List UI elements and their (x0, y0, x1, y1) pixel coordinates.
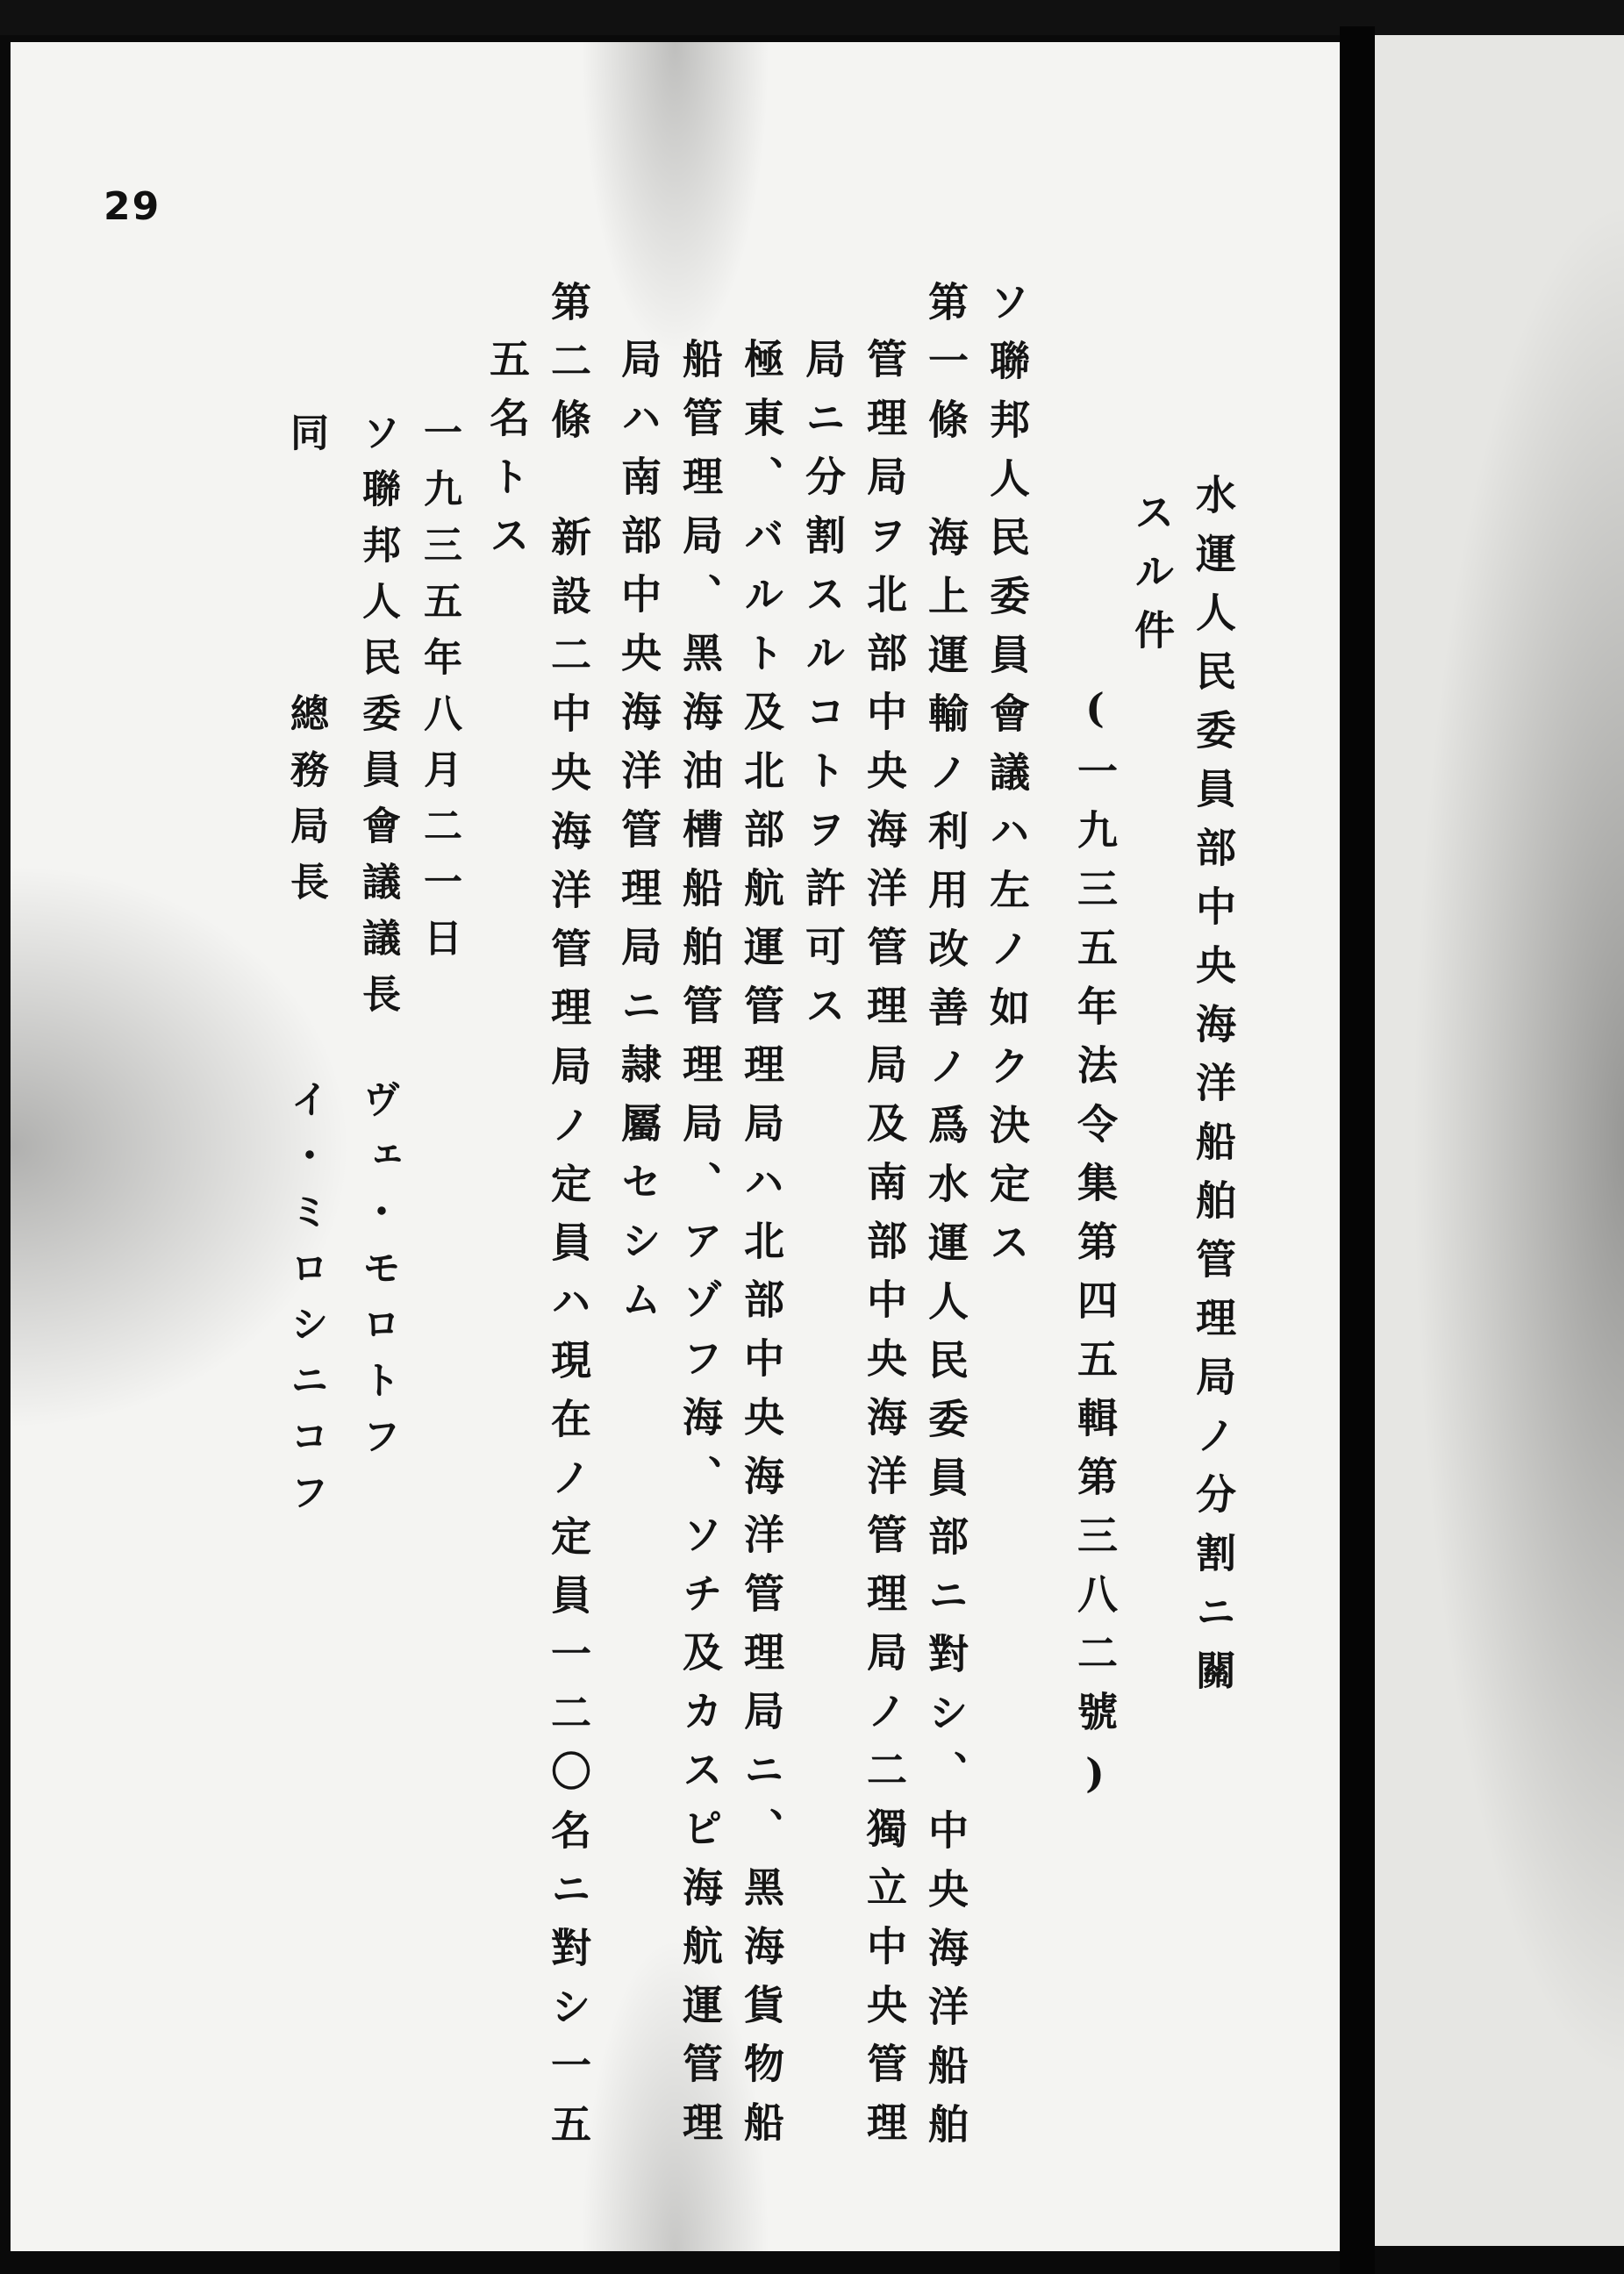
signature-secretary-name: イ・ミロシニコフ (283, 1079, 328, 1528)
body-column-7: 局ハ南部中央海洋管理局ニ隷屬セシム (615, 338, 662, 1337)
body-column-1: ソ聯邦人民委員會議ハ左ノ如ク決定ス (984, 281, 1031, 1280)
signature-chair-title: ソ聯邦人民委員會議議長 (355, 412, 400, 1030)
body-column-3: 管理局ヲ北部中央海洋管理局及南部中央海洋管理局ノ二獨立中央管理 (861, 338, 908, 2160)
body-column-4: 局ニ分割スルコトヲ許可ス (799, 338, 847, 1043)
signature-secretary-title: 同 總務局長 (283, 412, 328, 918)
body-column-2: 第一條 海上運輸ノ利用改善ノ爲水運人民委員部ニ對シ、中央海洋船舶 (922, 281, 969, 2162)
signature-date: 一九三五年八月二一日 (417, 412, 461, 974)
title-line-2: スル件 (1128, 491, 1176, 668)
scan-top-edge (0, 0, 1624, 35)
citation: (一九三五年法令集第四五輯第三八二號) (1071, 684, 1119, 1815)
signature-chair-name: ヴェ・モロトフ (355, 1079, 400, 1472)
body-column-8: 第二條 新設二中央海洋管理局ノ定員ハ現在ノ定員一二〇名ニ對シ一五 (545, 281, 592, 2162)
book-gutter (1340, 26, 1375, 2274)
facing-page (1375, 35, 1624, 2246)
document-page (11, 42, 1340, 2251)
body-column-9: 五名トス (483, 338, 531, 573)
body-column-6: 船管理局、黑海油槽船舶管理局、アゾフ海、ソチ及カスピ海航運管理 (676, 338, 724, 2160)
body-column-5: 極東、バルト及北部航運管理局ハ北部中央海洋管理局ニ、黑海貨物船 (738, 338, 785, 2160)
page-number: 29 (104, 184, 161, 229)
title-line-1: 水運人民委員部中央海洋船舶管理局ノ分割ニ關 (1190, 474, 1237, 1708)
